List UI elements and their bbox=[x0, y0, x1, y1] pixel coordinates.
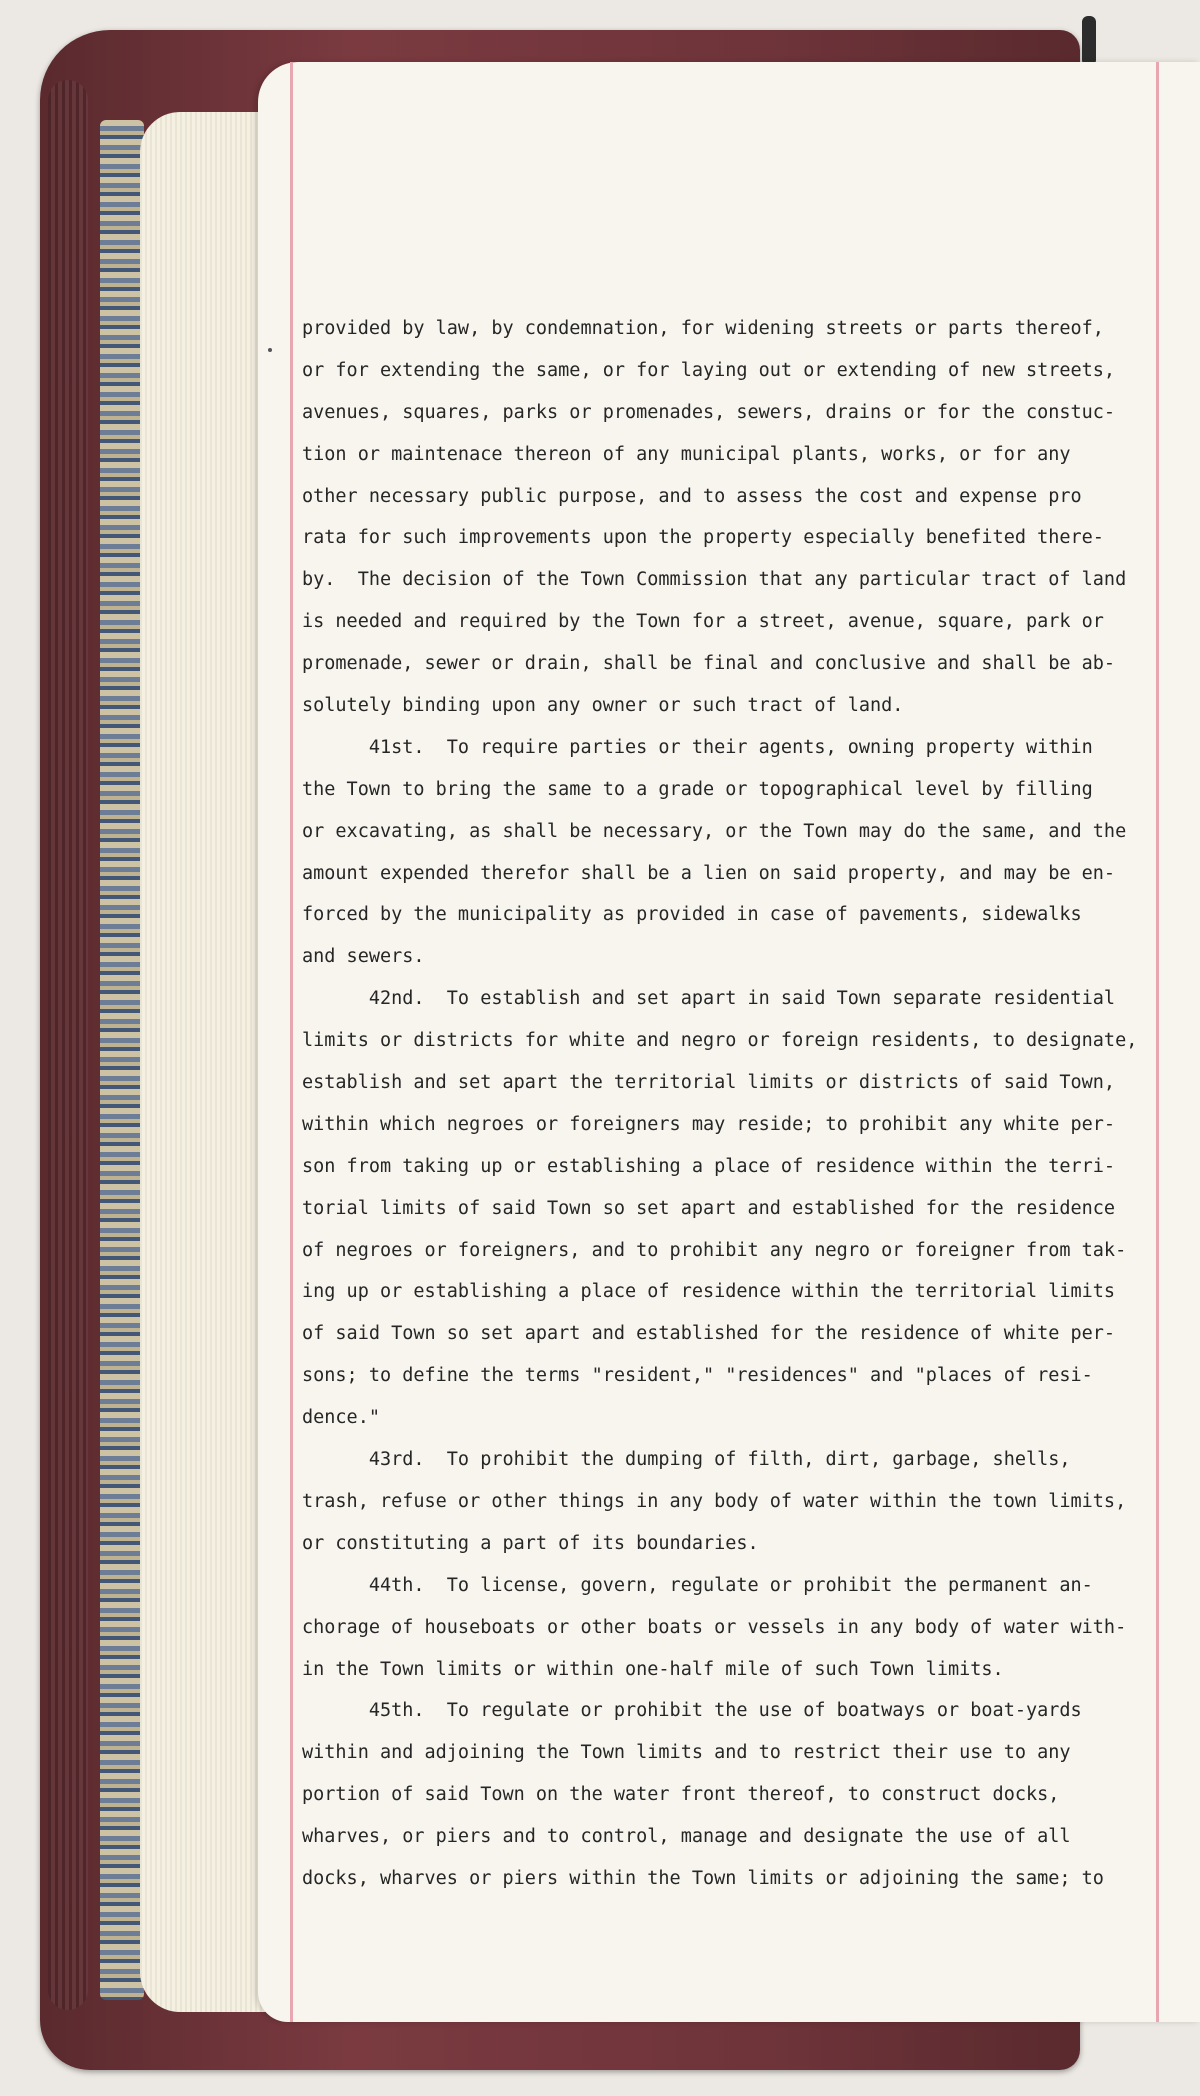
text-line: limits or districts for white and negro or foreign residents, to designate, bbox=[302, 1030, 1138, 1052]
text-line: trash, refuse or other things in any body of water within the town limits, bbox=[302, 1490, 1127, 1512]
text-line: within which negroes or foreigners may reside; to prohibit any white per- bbox=[302, 1113, 1116, 1135]
text-line: is needed and required by the Town for a street, avenue, square, park or bbox=[302, 611, 1104, 633]
text-line: torial limits of said Town so set apart and established for the residence bbox=[302, 1197, 1116, 1219]
text-line: establish and set apart the territorial limits or districts of said Town, bbox=[302, 1072, 1116, 1094]
text-line: provided by law, by condemnation, for widening streets or parts thereof, bbox=[302, 318, 1104, 339]
text-line: promenade, sewer or drain, shall be final and conclusive and shall be ab- bbox=[302, 653, 1116, 675]
text-line: by. The decision of the Town Commission that any particular tract of land bbox=[302, 569, 1127, 591]
text-line: the Town to bring the same to a grade or topographical level by filling bbox=[302, 778, 1093, 800]
text-line: son from taking up or establishing a place of residence within the terri- bbox=[302, 1155, 1116, 1177]
cover-spine-ridges bbox=[48, 80, 88, 2010]
text-line: or constituting a part of its boundaries. bbox=[302, 1532, 759, 1554]
marbled-page-edge bbox=[100, 120, 144, 2000]
text-line: portion of said Town on the water front thereof, to construct docks, bbox=[302, 1784, 1060, 1806]
text-line: amount expended therefor shall be a lien on said property, and may be en- bbox=[302, 862, 1116, 884]
left-margin-rule bbox=[290, 62, 293, 2022]
text-line: in the Town limits or within one-half mile of such Town limits. bbox=[302, 1658, 1004, 1680]
text-line: forced by the municipality as provided in case of pavements, sidewalks bbox=[302, 904, 1082, 926]
text-line: 45th. To regulate or prohibit the use of boatways or boat-yards bbox=[302, 1700, 1082, 1722]
text-line: 41st. To require parties or their agents, owning property within bbox=[302, 736, 1093, 758]
text-line: rata for such improvements upon the property especially benefited there- bbox=[302, 527, 1104, 549]
text-line: avenues, squares, parks or promenades, sewers, drains or for the constuc- bbox=[302, 401, 1116, 423]
binding-clip bbox=[1082, 16, 1096, 66]
text-line: or excavating, as shall be necessary, or the Town may do the same, and the bbox=[302, 820, 1127, 842]
text-line: other necessary public purpose, and to assess the cost and expense pro bbox=[302, 485, 1082, 507]
text-line: 42nd. To establish and set apart in said Town separate residential bbox=[302, 988, 1116, 1010]
ink-mark bbox=[268, 348, 272, 352]
text-line: and sewers. bbox=[302, 946, 425, 968]
text-line: docks, wharves or piers within the Town limits or adjoining the same; to bbox=[302, 1867, 1104, 1889]
text-line: 43rd. To prohibit the dumping of filth, dirt, garbage, shells, bbox=[302, 1449, 1071, 1471]
text-line: sons; to define the terms "resident," "residences" and "places of resi- bbox=[302, 1365, 1093, 1387]
text-line: tion or maintenace thereon of any municipal plants, works, or for any bbox=[302, 443, 1071, 465]
text-line: wharves, or piers and to control, manage and designate the use of all bbox=[302, 1826, 1071, 1848]
typed-text-body bbox=[302, 308, 1182, 1900]
text-line: dence." bbox=[302, 1407, 380, 1429]
text-line: of said Town so set apart and established for the residence of white per- bbox=[302, 1323, 1116, 1345]
text-line: 44th. To license, govern, regulate or prohibit the permanent an- bbox=[302, 1574, 1093, 1596]
text-line: or for extending the same, or for laying out or extending of new streets, bbox=[302, 359, 1116, 381]
text-line: solutely binding upon any owner or such tract of land. bbox=[302, 695, 904, 717]
text-line: within and adjoining the Town limits and to restrict their use to any bbox=[302, 1742, 1071, 1764]
text-line: chorage of houseboats or other boats or vessels in any body of water with- bbox=[302, 1616, 1127, 1638]
text-line: ing up or establishing a place of residence within the territorial limits bbox=[302, 1281, 1116, 1303]
text-line: of negroes or foreigners, and to prohibit any negro or foreigner from tak- bbox=[302, 1239, 1127, 1261]
